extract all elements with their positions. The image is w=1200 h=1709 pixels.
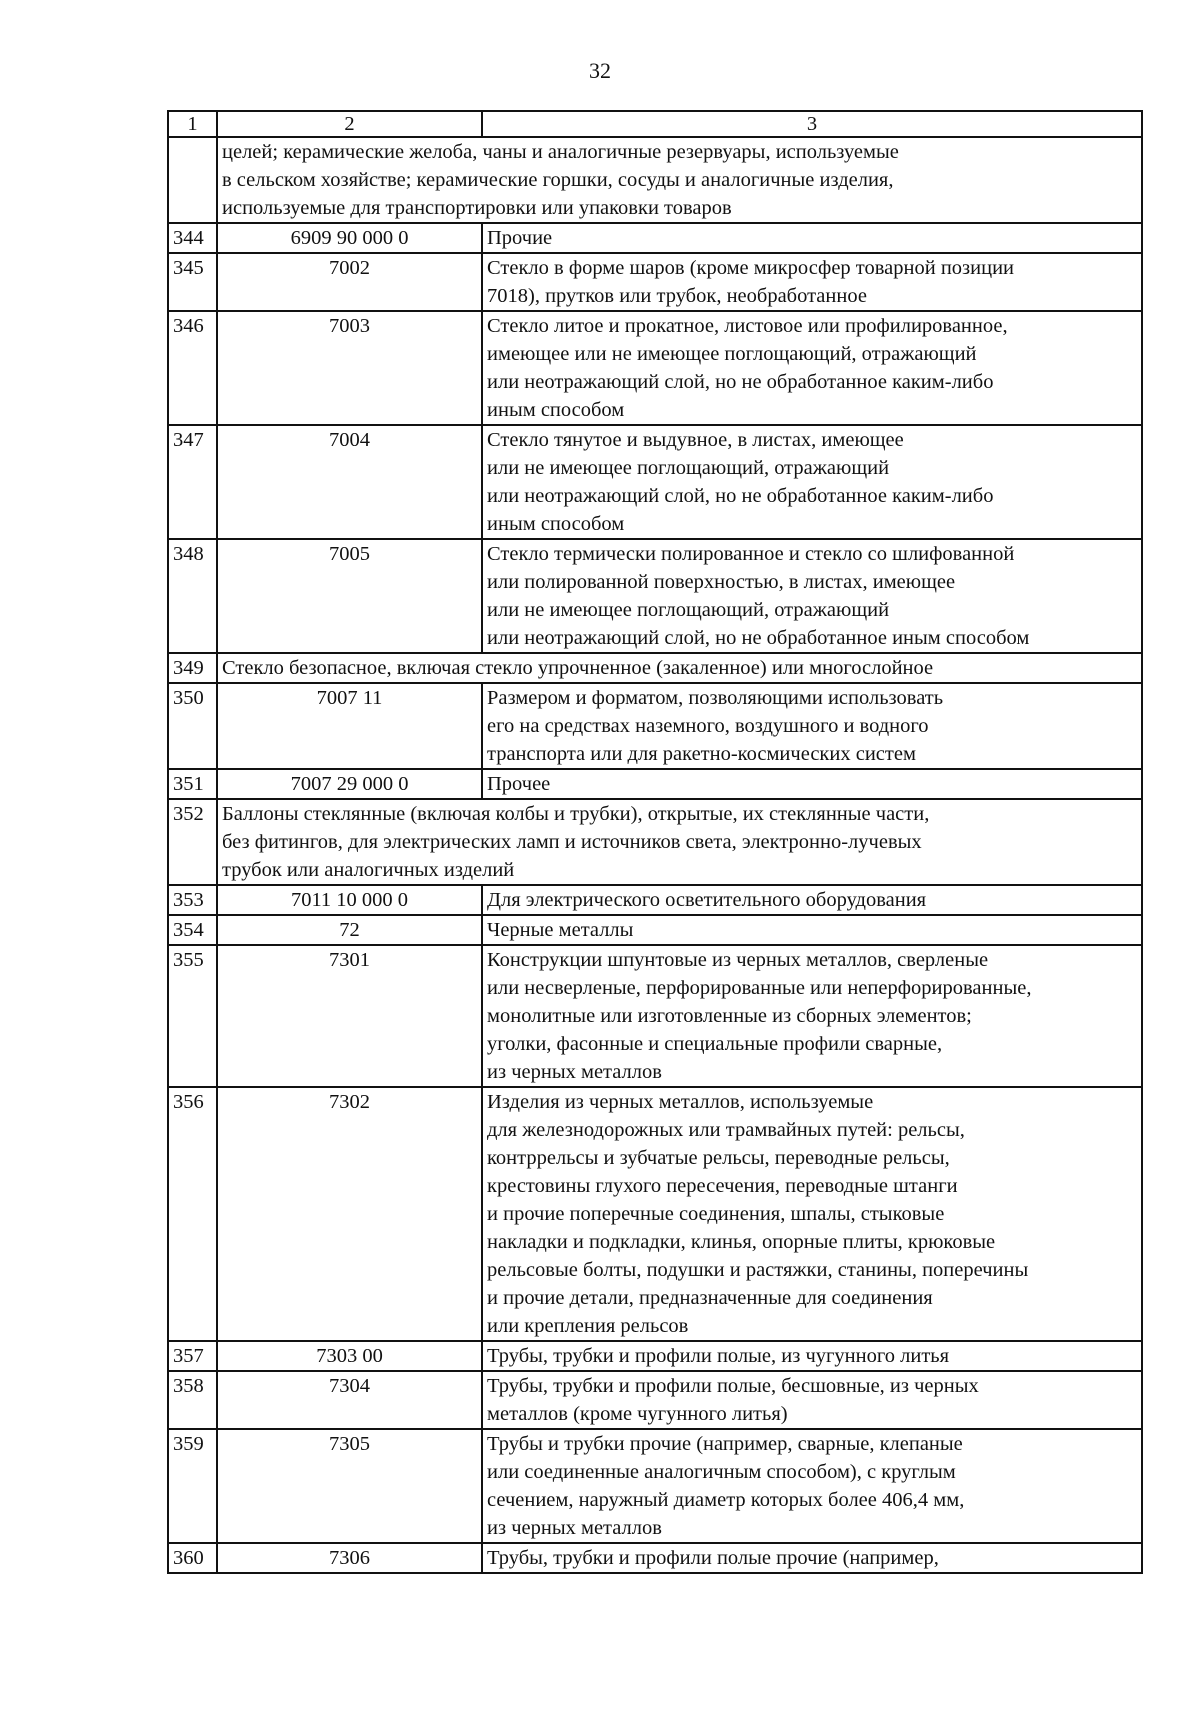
description-line: Конструкции шпунтовые из черных металлов, сверленые — [487, 949, 989, 971]
row-code: 7301 — [217, 945, 482, 1087]
description-line: имеющее или не имеющее поглощающий, отражающий — [487, 343, 977, 365]
description-line: крестовины глухого пересечения, переводные штанги — [487, 1175, 958, 1197]
description-line: Для электрического осветительного оборудования — [487, 889, 927, 911]
description-line: Трубы и трубки прочие (например, сварные, клепаные — [487, 1433, 963, 1455]
description-line: или неотражающий слой, но не обработанное иным способом — [487, 627, 1030, 649]
description-line: Стекло литое и прокатное, листовое или профилированное, — [487, 315, 1008, 337]
table-row — [168, 1341, 1142, 1371]
tariff-table — [167, 110, 1143, 1574]
row-number: 354 — [168, 915, 217, 945]
row-description — [217, 653, 1142, 683]
row-number: 346 — [168, 311, 217, 425]
description-line: уголки, фасонные и специальные профили сварные, — [487, 1033, 943, 1055]
row-number — [168, 137, 217, 223]
description-line: металлов (кроме чугунного литья) — [487, 1403, 788, 1425]
row-description — [482, 683, 1142, 769]
row-code: 7004 — [217, 425, 482, 539]
row-code: 7305 — [217, 1429, 482, 1543]
header-col-3: 3 — [482, 111, 1142, 137]
row-code: 7302 — [217, 1087, 482, 1341]
row-number: 349 — [168, 653, 217, 683]
description-line: из черных металлов — [487, 1517, 662, 1539]
row-number: 350 — [168, 683, 217, 769]
description-line: и прочие поперечные соединения, шпалы, стыковые — [487, 1203, 945, 1225]
row-description — [217, 799, 1142, 885]
row-description — [482, 1087, 1142, 1341]
table-row — [168, 1543, 1142, 1573]
row-code: 7306 — [217, 1543, 482, 1573]
header-col-1: 1 — [168, 111, 217, 137]
description-line: и прочие детали, предназначенные для соединения — [487, 1287, 933, 1309]
description-line: иным способом — [487, 513, 625, 535]
row-number: 352 — [168, 799, 217, 885]
row-description — [482, 1341, 1142, 1371]
description-line: или полированной поверхностью, в листах, имеющее — [487, 571, 956, 593]
row-description — [482, 885, 1142, 915]
table-row — [168, 885, 1142, 915]
description-line: для железнодорожных или трамвайных путей: рельсы, — [487, 1119, 965, 1141]
row-code: 7303 00 — [217, 1341, 482, 1371]
row-description — [482, 1371, 1142, 1429]
row-description — [482, 1543, 1142, 1573]
description-line: накладки и подкладки, клинья, опорные плиты, крюковые — [487, 1231, 996, 1253]
table-row — [168, 425, 1142, 539]
row-code: 7005 — [217, 539, 482, 653]
description-line: трубок или аналогичных изделий — [222, 859, 515, 881]
description-line: или неотражающий слой, но не обработанное каким-либо — [487, 485, 994, 507]
row-number: 360 — [168, 1543, 217, 1573]
row-description — [482, 1429, 1142, 1543]
row-description — [217, 137, 1142, 223]
description-line: целей; керамические желоба, чаны и аналогичные резервуары, используемые — [222, 141, 899, 163]
description-line: Трубы, трубки и профили полые прочие (например, — [487, 1547, 939, 1569]
row-code: 7007 29 000 0 — [217, 769, 482, 799]
row-code: 6909 90 000 0 — [217, 223, 482, 253]
row-number: 345 — [168, 253, 217, 311]
row-number: 358 — [168, 1371, 217, 1429]
description-line: Стекло безопасное, включая стекло упрочненное (закаленное) или многослойное — [222, 657, 934, 679]
description-line: из черных металлов — [487, 1061, 662, 1083]
description-line: Стекло термически полированное и стекло со шлифованной — [487, 543, 1015, 565]
description-line: без фитингов, для электрических ламп и источников света, электронно-лучевых — [222, 831, 922, 853]
description-line: иным способом — [487, 399, 625, 421]
description-line: или крепления рельсов — [487, 1315, 689, 1337]
row-number: 355 — [168, 945, 217, 1087]
page-number: 32 — [589, 58, 611, 83]
table-row — [168, 915, 1142, 945]
table-row — [168, 1429, 1142, 1543]
description-line: или несверленые, перфорированные или неперфорированные, — [487, 977, 1032, 999]
table-body — [168, 111, 1142, 1573]
description-line: Прочее — [487, 773, 551, 795]
description-line: Трубы, трубки и профили полые, бесшовные, из черных — [487, 1375, 979, 1397]
description-line: Размером и форматом, позволяющими использовать — [487, 687, 944, 709]
description-line: или неотражающий слой, но не обработанное каким-либо — [487, 371, 994, 393]
table-row — [168, 539, 1142, 653]
row-number: 356 — [168, 1087, 217, 1341]
table-row — [168, 1371, 1142, 1429]
row-description — [482, 915, 1142, 945]
table-row — [168, 253, 1142, 311]
description-line: используемые для транспортировки или упаковки товаров — [222, 197, 732, 219]
row-description — [482, 425, 1142, 539]
description-line: или не имеющее поглощающий, отражающий — [487, 599, 890, 621]
description-line: Трубы, трубки и профили полые, из чугунного литья — [487, 1345, 950, 1367]
table-row — [168, 137, 1142, 223]
description-line: рельсовые болты, подушки и растяжки, станины, поперечины — [487, 1259, 1029, 1281]
row-description — [482, 223, 1142, 253]
description-line: Черные металлы — [487, 919, 634, 941]
description-line: Прочие — [487, 227, 553, 249]
row-code: 7002 — [217, 253, 482, 311]
table-row — [168, 945, 1142, 1087]
description-line: или не имеющее поглощающий, отражающий — [487, 457, 890, 479]
description-line: 7018), прутков или трубок, необработанное — [487, 285, 867, 307]
header-col-2: 2 — [217, 111, 482, 137]
table-row — [168, 683, 1142, 769]
row-description — [482, 539, 1142, 653]
row-number: 347 — [168, 425, 217, 539]
row-code: 7304 — [217, 1371, 482, 1429]
row-code: 7007 11 — [217, 683, 482, 769]
table-row — [168, 311, 1142, 425]
description-line: Баллоны стеклянные (включая колбы и трубки), открытые, их стеклянные части, — [222, 803, 930, 825]
table-row — [168, 799, 1142, 885]
row-number: 357 — [168, 1341, 217, 1371]
table-row — [168, 1087, 1142, 1341]
description-line: или соединенные аналогичным способом), с круглым — [487, 1461, 956, 1483]
row-number: 348 — [168, 539, 217, 653]
table-row — [168, 223, 1142, 253]
description-line: транспорта или для ракетно-космических систем — [487, 743, 916, 765]
description-line: его на средствах наземного, воздушного и водного — [487, 715, 929, 737]
row-number: 353 — [168, 885, 217, 915]
row-description — [482, 253, 1142, 311]
row-description — [482, 769, 1142, 799]
row-code: 7003 — [217, 311, 482, 425]
description-line: Стекло тянутое и выдувное, в листах, имеющее — [487, 429, 904, 451]
description-line: Стекло в форме шаров (кроме микросфер товарной позиции — [487, 257, 1015, 279]
description-line: монолитные или изготовленные из сборных элементов; — [487, 1005, 972, 1027]
row-code: 72 — [217, 915, 482, 945]
description-line: сечением, наружный диаметр которых более 406,4 мм, — [487, 1489, 965, 1511]
row-code: 7011 10 000 0 — [217, 885, 482, 915]
table-row — [168, 653, 1142, 683]
description-line: контррельсы и зубчатые рельсы, переводные рельсы, — [487, 1147, 950, 1169]
table-row — [168, 769, 1142, 799]
row-number: 359 — [168, 1429, 217, 1543]
row-description — [482, 311, 1142, 425]
row-description — [482, 945, 1142, 1087]
header-row — [168, 111, 1142, 137]
row-number: 351 — [168, 769, 217, 799]
description-line: Изделия из черных металлов, используемые — [487, 1091, 874, 1113]
row-number: 344 — [168, 223, 217, 253]
description-line: в сельском хозяйстве; керамические горшки, сосуды и аналогичные изделия, — [222, 169, 894, 191]
